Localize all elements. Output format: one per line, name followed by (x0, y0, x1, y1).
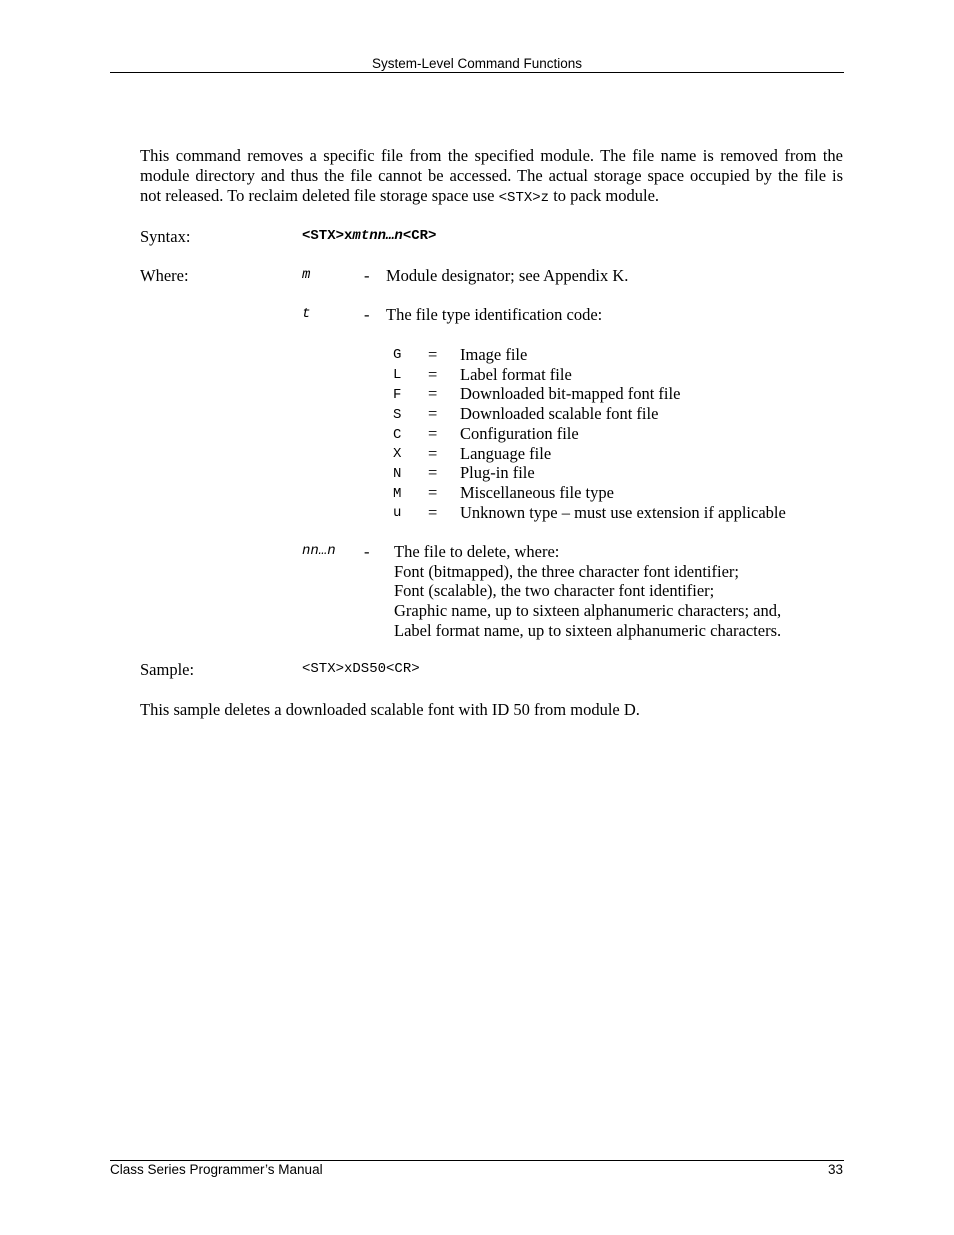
type-desc: Plug-in file (460, 463, 535, 482)
type-code: N (393, 466, 402, 482)
param-m-name: m (302, 267, 311, 283)
intro-line-3-tail: to pack module. (549, 186, 660, 205)
type-desc: Label format file (460, 365, 572, 384)
type-desc: Downloaded bit-mapped font file (460, 384, 681, 403)
sample-code: <STX>xDS50<CR> (302, 661, 420, 677)
footer-rule (110, 1160, 844, 1161)
param-m-dash: - (364, 266, 370, 285)
type-code: X (393, 446, 402, 462)
type-desc: Language file (460, 444, 552, 463)
param-nn-line: The file to delete, where: (394, 542, 560, 561)
param-nn-line: Font (scalable), the two character font identifier; (394, 581, 715, 601)
type-desc: Downloaded scalable font file (460, 404, 659, 423)
type-desc: Image file (460, 345, 528, 364)
type-eq: = (428, 404, 438, 423)
type-eq: = (428, 345, 438, 364)
sample-description: This sample deletes a downloaded scalable font with ID 50 from module D. (140, 700, 640, 719)
syntax-params: mtnn…n (352, 228, 403, 244)
type-code: S (393, 407, 402, 423)
param-nn-line: Label format name, up to sixteen alphanumeric characters. (394, 620, 782, 640)
param-nn-desc (394, 542, 781, 641)
type-eq: = (428, 483, 438, 502)
intro-line-3-code: <STX>z (498, 190, 550, 206)
footer-page-number: 33 (827, 1162, 843, 1177)
param-nn-name: nn…n (302, 543, 336, 559)
param-t-desc: The file type identification code: (386, 305, 603, 324)
type-eq: = (428, 463, 438, 482)
syntax-label: Syntax: (140, 227, 191, 246)
type-desc: Configuration file (460, 424, 579, 443)
intro-line-3-text: not released. To reclaim deleted file storage space use (140, 186, 499, 205)
syntax-prefix: <STX>x (302, 228, 353, 244)
footer-manual-title: Class Series Programmer’s Manual (110, 1162, 323, 1177)
type-code: C (393, 427, 402, 443)
param-nn-line: Font (bitmapped), the three character font identifier; (394, 561, 739, 581)
sample-label: Sample: (140, 660, 195, 679)
header-rule (110, 72, 844, 73)
type-eq: = (428, 503, 438, 522)
type-desc: Miscellaneous file type (460, 483, 614, 502)
type-code: G (393, 347, 402, 363)
param-t-dash: - (364, 305, 370, 324)
param-t-name: t (302, 306, 311, 322)
intro-paragraph (140, 146, 843, 208)
param-nn-line: Graphic name, up to sixteen alphanumeric characters; and, (394, 601, 782, 621)
where-label: Where: (140, 266, 189, 285)
type-desc: Unknown type – must use extension if applicable (460, 503, 786, 522)
page-header-title: System-Level Command Functions (371, 56, 583, 71)
type-code: F (393, 387, 402, 403)
syntax-suffix: <CR> (402, 228, 437, 244)
type-eq: = (428, 365, 438, 384)
intro-line-3 (140, 186, 843, 208)
syntax-command (302, 228, 436, 244)
type-eq: = (428, 424, 438, 443)
type-eq: = (428, 444, 438, 463)
param-m-desc: Module designator; see Appendix K. (386, 266, 629, 285)
type-code: M (393, 486, 402, 502)
type-code: L (393, 367, 402, 383)
type-eq: = (428, 384, 438, 403)
param-nn-dash: - (364, 542, 370, 561)
type-code: u (393, 505, 402, 521)
intro-line-1: This command removes a specific file from the specified module. The file name is removed from the (140, 146, 843, 165)
intro-line-2: module directory and thus the file cannot be accessed. The actual storage space occupied by the file is (140, 166, 843, 185)
